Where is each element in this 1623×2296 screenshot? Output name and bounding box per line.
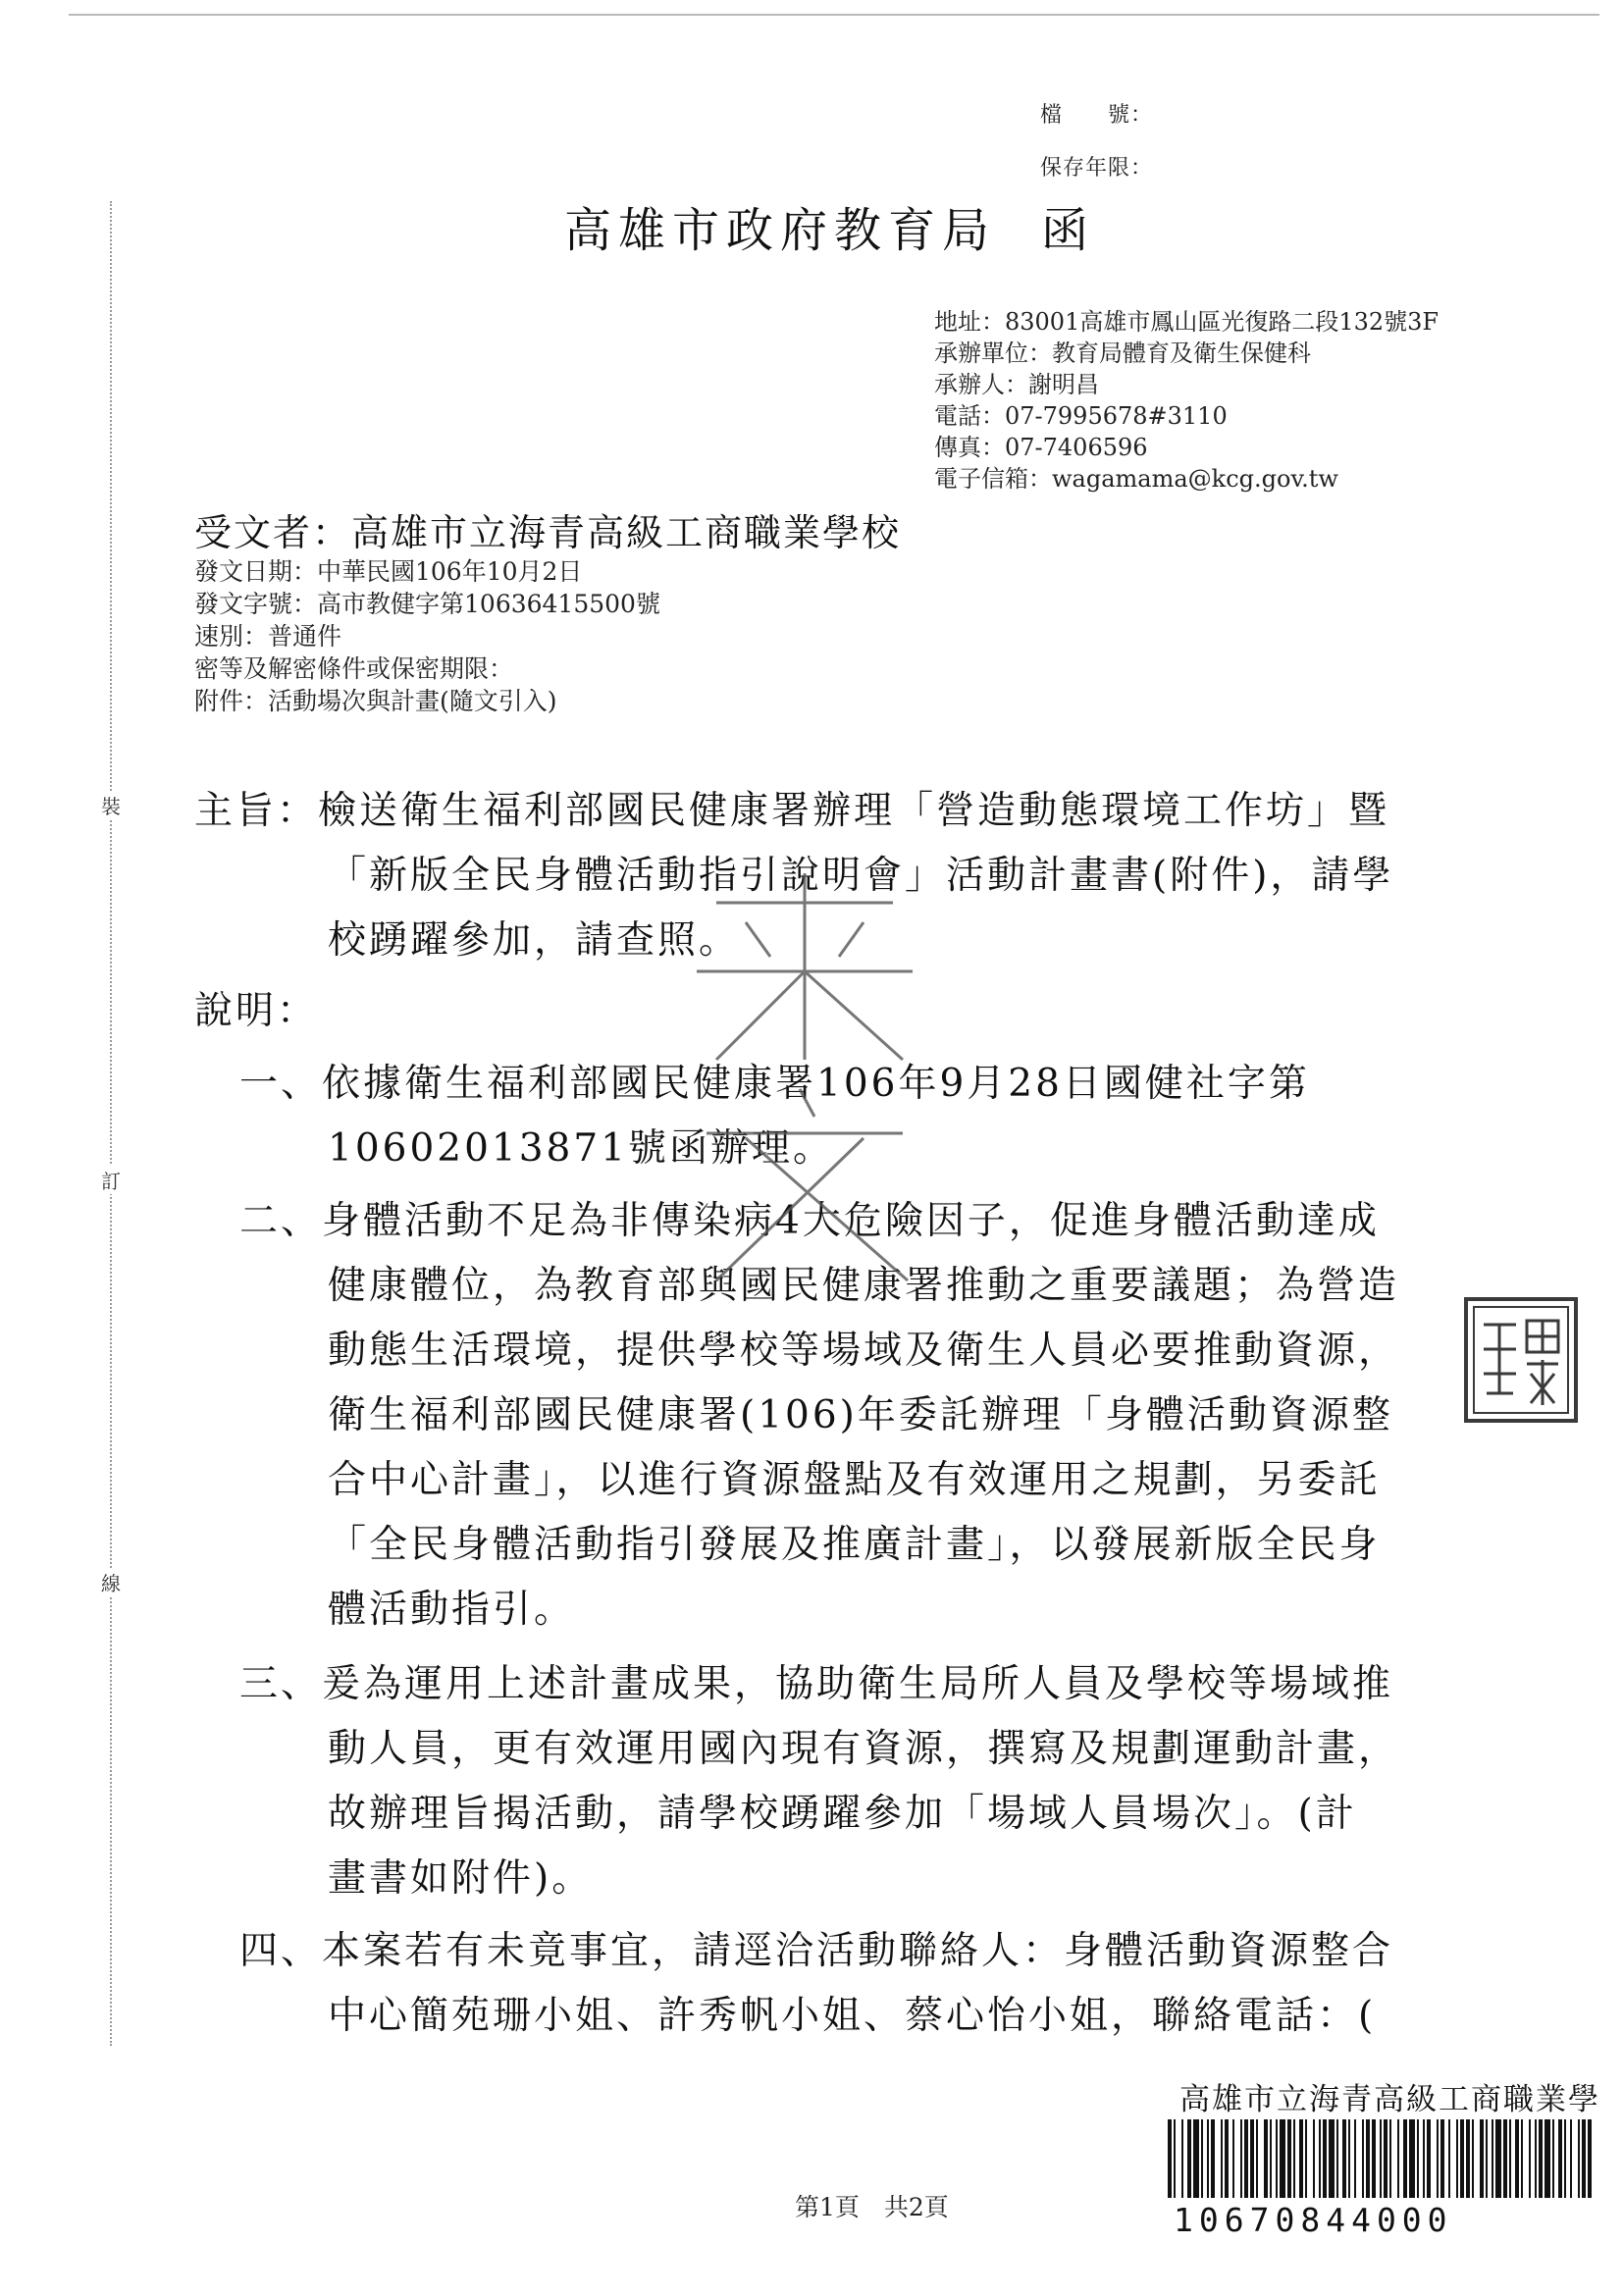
received-stamp-graphic (677, 863, 932, 1295)
contact-fax: 傳真：07-7406596 (934, 434, 1148, 461)
barcode-bar (1456, 2119, 1458, 2198)
contact-block (934, 306, 1439, 495)
item2-line-5: 合中心計畫」，以進行資源盤點及有效運用之規劃，另委託 (328, 1458, 1381, 1502)
barcode-bar (1503, 2119, 1507, 2198)
retention-label: 保存年限： (1040, 156, 1154, 181)
barcode-bar (1313, 2119, 1315, 2198)
barcode-bar (1409, 2119, 1415, 2198)
item3-line-3: 故辦理旨揭活動，請學校踴躍參加「場域人員場次」。(計 (328, 1792, 1357, 1836)
barcode-bar (1448, 2119, 1450, 2198)
barcode-bar (1187, 2119, 1191, 2198)
barcode-bar (1348, 2119, 1350, 2198)
explanation-heading: 說明： (194, 989, 319, 1033)
file-number-label: 檔 號： (1040, 103, 1154, 128)
document-type: 函 (1041, 203, 1096, 258)
item2-line-7: 體活動指引。 (328, 1588, 576, 1632)
barcode-bar (1244, 2119, 1248, 2198)
subject-line-2: 「新版全民身體活動指引說明會」活動計畫書(附件)，請學 (328, 854, 1394, 898)
page-number: 第1頁 共2頁 (795, 2193, 949, 2221)
agency-name: 高雄市政府教育局 (564, 203, 997, 258)
delivery-speed: 速別：普通件 (194, 622, 342, 651)
issue-number: 發文字號：高市教健字第10636415500號 (194, 590, 660, 618)
barcode-bar (1423, 2119, 1425, 2198)
barcode-bar (1250, 2119, 1254, 2198)
document-title (564, 192, 1095, 260)
binding-mark-middle: 訂 (98, 1166, 124, 1194)
contact-unit: 承辦單位：教育局體育及衛生保健科 (934, 339, 1311, 367)
barcode-bar (1529, 2119, 1531, 2198)
top-border-line (69, 14, 1599, 16)
barcode-bar (1509, 2119, 1511, 2198)
item4-line-2: 中心簡苑珊小姐、許秀帆小姐、蔡心怡小姐，聯絡電話：( (328, 1994, 1377, 2038)
barcode-bar (1207, 2119, 1209, 2198)
footer-school-name: 高雄市立海青高級工商職業學 (1179, 2082, 1600, 2117)
barcode-icon (1166, 2119, 1597, 2198)
barcode-bar (1336, 2119, 1338, 2198)
barcode-bar (1305, 2119, 1307, 2198)
barcode-bar (1319, 2119, 1321, 2198)
subject-line-3: 校踴躍參加，請查照。 (328, 918, 741, 963)
binding-mark-bottom: 線 (98, 1568, 124, 1596)
barcode-bar (1472, 2119, 1474, 2198)
barcode-bar (1403, 2119, 1407, 2198)
received-stamp (677, 863, 932, 1295)
document-meta (194, 555, 660, 717)
barcode-bar (1460, 2119, 1464, 2198)
barcode-bar (1578, 2119, 1580, 2198)
barcode-bar (1480, 2119, 1484, 2198)
barcode-bar (1558, 2119, 1562, 2198)
barcode-bar (1366, 2119, 1370, 2198)
barcode-bar (1264, 2119, 1268, 2198)
barcode-bar (1181, 2119, 1183, 2198)
recipient: 受文者：高雄市立海青高級工商職業學校 (194, 511, 902, 554)
barcode-bar (1287, 2119, 1291, 2198)
barcode-bar (1492, 2119, 1493, 2198)
barcode-bar (1342, 2119, 1346, 2198)
barcode-bar (1582, 2119, 1586, 2198)
item2-line-1: 二、身體活動不足為非傳染病4大危險因子，促進身體活動達成 (239, 1199, 1380, 1243)
barcode-bar (1440, 2119, 1444, 2198)
barcode-number: 10670844000 (1174, 2201, 1453, 2239)
barcode-bar (1515, 2119, 1519, 2198)
barcode-bar (1427, 2119, 1431, 2198)
item2-line-6: 「全民身體活動指引發展及推廣計畫」，以發展新版全民身 (328, 1523, 1381, 1567)
subject-line-1: 主旨：檢送衛生福利部國民健康署辦理「營造動態環境工作坊」暨 (194, 789, 1390, 833)
barcode-bar (1201, 2119, 1203, 2198)
barcode-bar (1564, 2119, 1566, 2198)
item3-line-1: 三、爰為運用上述計畫成果，協助衛生局所人員及學校等場域推 (239, 1662, 1394, 1706)
barcode-bar (1588, 2119, 1592, 2198)
binding-gutter-line (110, 201, 112, 2046)
barcode-bar (1521, 2119, 1523, 2198)
barcode-bar (1372, 2119, 1376, 2198)
barcode-bar (1486, 2119, 1488, 2198)
attachment-info: 附件：活動場次與計畫(隨文引入) (194, 687, 557, 715)
barcode-bar (1174, 2119, 1176, 2198)
item3-line-2: 動人員，更有效運用國內現有資源，撰寫及規劃運動計畫， (328, 1727, 1400, 1771)
barcode-bar (1437, 2119, 1439, 2198)
item2-line-3: 動態生活環境，提供學校等場域及衛生人員必要推動資源， (328, 1329, 1400, 1373)
barcode-bar (1232, 2119, 1234, 2198)
barcode-bar (1280, 2119, 1285, 2198)
barcode-bar (1323, 2119, 1327, 2198)
barcode-bar (1552, 2119, 1554, 2198)
barcode-bar (1380, 2119, 1382, 2198)
item1-line-1: 一、依據衛生福利部國民健康署106年9月28日國健社字第 (239, 1062, 1310, 1106)
barcode-bar (1570, 2119, 1572, 2198)
barcode-bar (1544, 2119, 1550, 2198)
barcode-bar (1299, 2119, 1303, 2198)
barcode-bar (1276, 2119, 1278, 2198)
barcode-bar (1535, 2119, 1537, 2198)
item3-line-4: 畫書如附件)。 (328, 1856, 594, 1901)
item2-line-4: 衛生福利部國民健康署(106)年委託辦理「身體活動資源整 (328, 1393, 1393, 1437)
barcode-bar (1270, 2119, 1272, 2198)
secrecy-level: 密等及解密條件或保密期限： (194, 654, 514, 683)
item1-line-2: 10602013871號函辦理。 (328, 1126, 834, 1171)
barcode-bar (1466, 2119, 1470, 2198)
contact-address: 地址：83001高雄市鳳山區光復路二段132號3F (934, 308, 1440, 336)
binding-mark-top: 裝 (98, 791, 124, 819)
issue-date: 發文日期：中華民國106年10月2日 (194, 557, 583, 586)
barcode-bar (1168, 2119, 1172, 2198)
barcode-bar (1193, 2119, 1199, 2198)
barcode-bar (1293, 2119, 1295, 2198)
barcode-bar (1495, 2119, 1501, 2198)
item2-line-2: 健康體位，為教育部與國民健康署推動之重要議題；為營造 (328, 1264, 1400, 1308)
barcode-bar (1329, 2119, 1335, 2198)
barcode-bar (1240, 2119, 1242, 2198)
barcode-bar (1384, 2119, 1387, 2198)
contact-phone: 電話：07-7995678#3110 (934, 402, 1228, 430)
barcode-bar (1539, 2119, 1543, 2198)
item4-line-1: 四、本案若有未竟事宜，請逕洽活動聯絡人：身體活動資源整合 (239, 1929, 1394, 1973)
official-seal-icon (1462, 1295, 1580, 1425)
barcode-bar (1362, 2119, 1364, 2198)
barcode-bar (1211, 2119, 1215, 2198)
barcode-bar (1354, 2119, 1356, 2198)
contact-email: 電子信箱：wagamama@kcg.gov.tw (934, 465, 1338, 493)
barcode-bar (1397, 2119, 1399, 2198)
barcode-bar (1225, 2119, 1229, 2198)
barcode-bar (1256, 2119, 1258, 2198)
contact-officer: 承辦人：謝明昌 (934, 371, 1099, 398)
barcode-bar (1221, 2119, 1223, 2198)
barcode-bar (1389, 2119, 1391, 2198)
barcode-bar (1417, 2119, 1419, 2198)
